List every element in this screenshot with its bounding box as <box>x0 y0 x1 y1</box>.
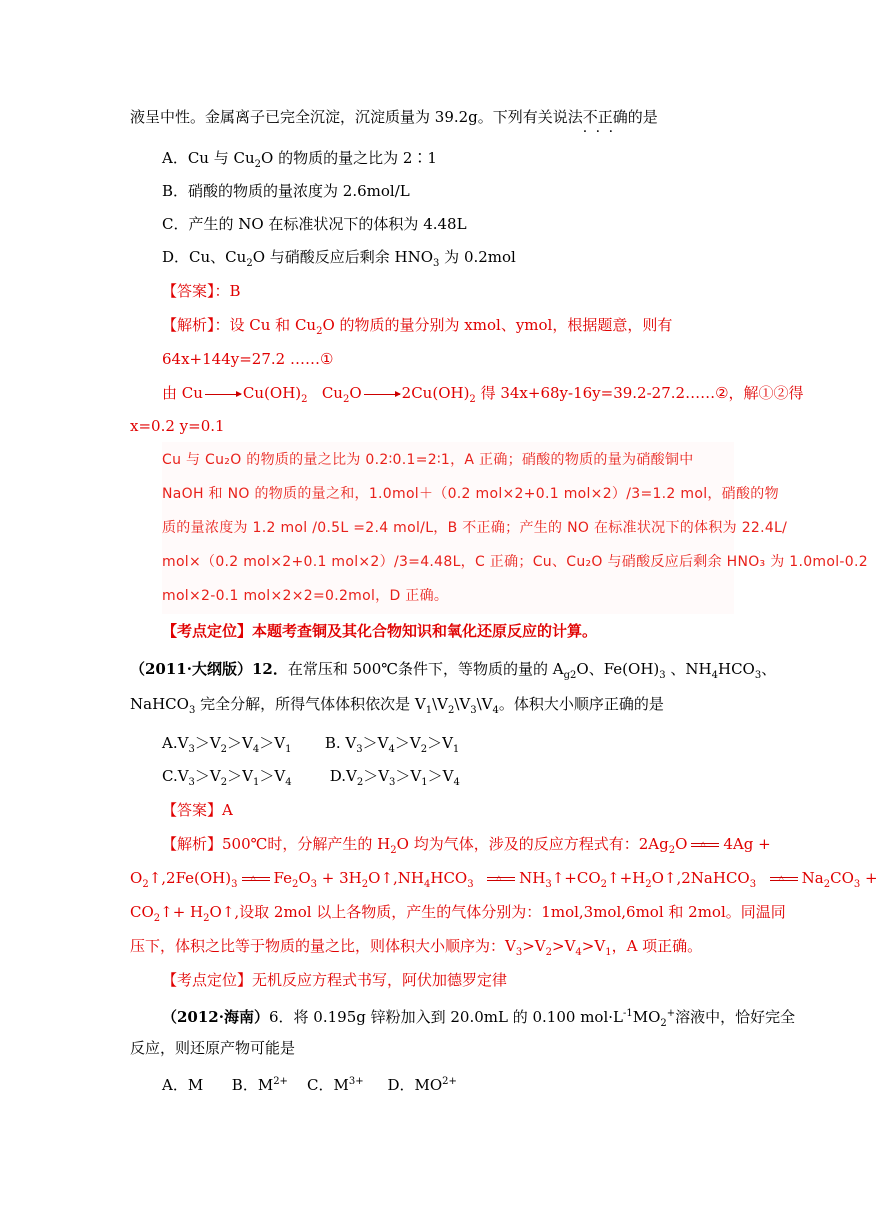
scan-line-3: 质的量浓度为 1.2 mol /0.5L =2.4 mol/L，B 不正确；产生的 NO 在标准状况下的体积为 22.4L/ <box>162 520 788 536</box>
q1-focus: 【考点定位】本题考查铜及其化合物知识和氧化还原反应的计算。 <box>162 622 598 640</box>
q2-options-row2: $C.V_3>V_2>V_1>V_4$ $D.V_2>V_3>V_1>V_4$ <box>162 767 460 788</box>
q2-focus: 【考点定位】无机反应方程式书写，阿伏加德罗定律 <box>162 971 508 989</box>
q3-stem-1: （2012·海南）6．将 0.195g 锌粉加入到 20.0mL 的 0.100 $mol\cdot L^{-1}MO_2^+$溶液中，恰好完全 <box>162 1008 796 1029</box>
q1-option-b: B．硝酸的物质的量浓度为 2.6mol/L <box>162 182 410 200</box>
q2-options-row1: $A.V_3>V_2>V_4>V_1$ B. $V_3>V_4>V_2>V_1$ <box>162 734 460 755</box>
scan-line-4: mol×（0.2 mol×2+0.1 mol×2）/3=4.48L，C 正确；Cu、Cu₂O 与硝酸反应后剩余 HNO₃ 为 1.0mol-0.2 <box>162 554 868 570</box>
q1-option-d: D．Cu、$Cu_2O$ 与硝酸反应后剩余 $HNO_3$ 为 0.2mol <box>162 248 516 269</box>
q2-analysis-1: 【解析】500℃时，分解产生的 $H_2O$ 均为气体，涉及的反应方程式有：$2Ag_2O\triangle$ 4Ag + <box>162 834 771 861</box>
q1-analysis-1: 【解析】：设 Cu 和 $Cu_2O$ 的物质的量分别为 xmol、ymol，根据题意，则有 <box>162 316 673 337</box>
q2-answer: 【答案】A <box>162 801 233 819</box>
q1-answer: 【答案】：B <box>162 282 241 300</box>
scan-line-1: Cu 与 Cu₂O 的物质的量之比为 0.2∶0.1=2∶1，A 正确；硝酸的物质的量为硝酸铜中 <box>162 452 694 468</box>
q2-analysis-2: $O_2↑,2Fe(OH)_3\triangle$ $Fe_2O_3$ + $3H_2O↑,NH_4HCO_3$ △ $NH_3↑+CO_2↑+H_2O↑,2NaHCO_3$ △ $Na_2CO_3$ + <box>130 868 878 895</box>
q-prev-stem: 液呈中性。金属离子已完全沉淀，沉淀质量为 39.2g。下列有关说法不正确 · · ·的是 <box>130 107 658 127</box>
scanned-analysis <box>162 442 868 614</box>
q3-stem-2: 反应，则还原产物可能是 <box>130 1039 296 1057</box>
q1-option-c: C．产生的 NO 在标准状况下的体积为 4.48L <box>162 215 467 233</box>
q1-analysis-3: 由 Cu $Cu(OH)_2$ $Cu_2O$ $2Cu(OH)_2$ 得 34x+68y-16y=39.2-27.2……②，解①②得 <box>162 384 804 405</box>
q2-analysis-4: 压下，体积之比等于物质的量之比，则体积大小顺序为：$V_3>V_2>V_4>V_1$，A 项正确。 <box>130 937 703 958</box>
q3-options: A．M B．$M^{2+}$ C．$M^{3+}$ D．$MO^{2+}$ <box>162 1076 457 1094</box>
q2-stem-2: NaHCO$_3$ 完全分解，所得气体体积依次是 $V_1\backslash V_2\backslash V_3\backslash V_4$。体积大小顺序正确的是 <box>130 695 664 716</box>
q1-option-a: A．Cu 与 $Cu_2O$ 的物质的量之比为 2∶1 <box>162 149 437 170</box>
scan-line-2: NaOH 和 NO 的物质的量之和，1.0mol＋（0.2 mol×2+0.1 mol×2）/3=1.2 mol，硝酸的物 <box>162 486 779 502</box>
q1-analysis-2: 64x+144y=27.2 ……① <box>162 350 334 368</box>
q1-analysis-4: x=0.2 y=0.1 <box>130 417 225 435</box>
scan-line-5: mol×2-0.1 mol×2×2=0.2mol，D 正确。 <box>162 588 449 604</box>
q2-stem-1: （2011·大纲版）12．在常压和 500℃条件下，等物质的量的 $A_{g2}O$、$Fe(OH)_3$ 、$NH_4HCO_3$、 <box>130 660 777 681</box>
q2-analysis-3: $CO_2↑+$ $H_2O↑$,设取 2mol 以上各物质，产生的气体分别为：1mol,3mol,6mol 和 2mol。同温同 <box>130 903 786 924</box>
